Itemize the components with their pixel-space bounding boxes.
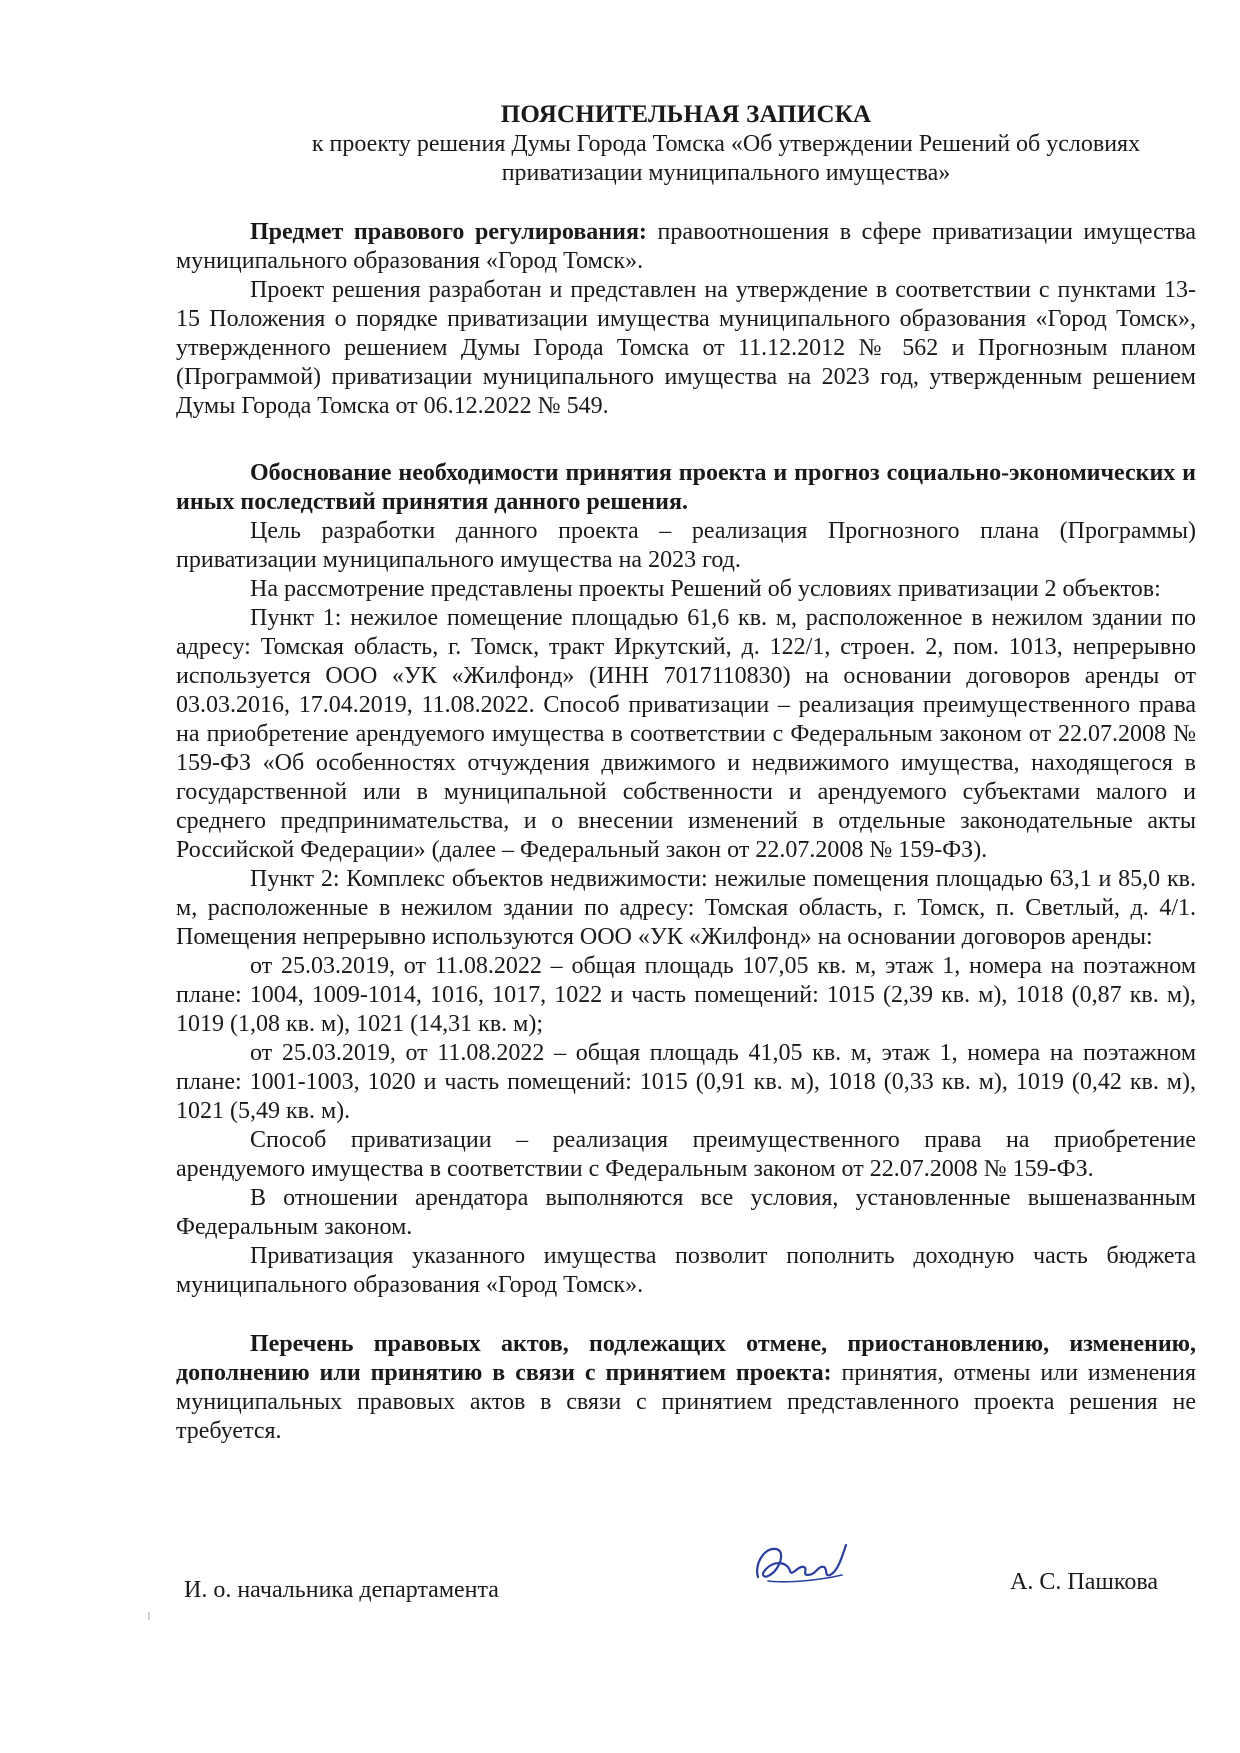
- lease2-paragraph: от 25.03.2019, от 11.08.2022 – общая площадь 41,05 кв. м, этаж 1, номера на поэтажном плане: 1001-1003, 1020 и часть помещений: 1015 (0,91 кв. м), 1018 (0,33 кв. м), 1019 (0,42 кв. м), 1021 (5,49 кв. м).: [176, 1040, 1196, 1124]
- budget-paragraph: Приватизация указанного имущества позволит пополнить доходную часть бюджета муниципального образования «Город Томск».: [176, 1243, 1196, 1298]
- document-title: ПОЯСНИТЕЛЬНАЯ ЗАПИСКА: [500, 101, 872, 128]
- document-subtitle-line1: к проекту решения Думы Города Томска «Об утверждении Решений об условиях: [311, 131, 1141, 157]
- project-basis-paragraph: Проект решения разработан и представлен на утверждение в соответствии с пунктами 13-15 Положения о порядке приватизации имущества муниципального образования «Город Томск», утвержденного решением Думы Города Томска от 11.12.2012 № 562 и Прогнозным планом (Программой) приватизации муниципального имущества на 2023 год, утвержденным решением Думы Города Томска от 06.12.2022 № 549.: [176, 277, 1196, 419]
- method-paragraph: Способ приватизации – реализация преимущественного права на приобретение арендуемого имущества в соответствии с Федеральным законом от 22.07.2008 № 159-ФЗ.: [176, 1127, 1196, 1182]
- regulation-subject-text: правоотношения в сфере приватизации имущества муниципального образования «Город Томск».: [176, 219, 1196, 274]
- lease1-paragraph: от 25.03.2019, от 11.08.2022 – общая площадь 107,05 кв. м, этаж 1, номера на поэтажном плане: 1004, 1009-1014, 1016, 1017, 1022 и часть помещений: 1015 (2,39 кв. м), 1018 (0,87 кв. м), 1019 (1,08 кв. м), 1021 (14,31 кв. м);: [176, 953, 1196, 1037]
- document-body: [176, 100, 1196, 1446]
- document-subtitle-line2: приватизации муниципального имущества»: [501, 160, 951, 186]
- justification-heading: Обоснование необходимости принятия проекта и прогноз социально-экономических и иных последствий принятия данного решения.: [176, 460, 1196, 515]
- signatory-name: А. С. Пашкова: [1010, 1569, 1158, 1595]
- legal-acts-lead: Перечень правовых актов, подлежащих отмене, приостановлению, изменению, дополнению или принятию в связи с принятием проекта:: [176, 1331, 1196, 1386]
- item2-paragraph: Пункт 2: Комплекс объектов недвижимости: нежилые помещения площадью 63,1 и 85,0 кв. м, расположенные в нежилом здании по адресу: Томская область, г. Томск, п. Светлый, д. 4/1. Помещения непрерывно используются ООО «УК «Жилфонд» на основании договоров аренды:: [176, 866, 1196, 950]
- item1-paragraph: Пункт 1: нежилое помещение площадью 61,6 кв. м, расположенное в нежилом здании по адресу: Томская область, г. Томск, тракт Иркутский, д. 122/1, строен. 2, пом. 1013, непрерывно используется ООО «УК «Жилфонд» (ИНН 7017110830) на основании договоров аренды от 03.03.2016, 17.04.2019, 11.08.2022. Способ приватизации – реализация преимущественного права на приобретение арендуемого имущества в соответствии с Федеральным законом от 22.07.2008 № 159-ФЗ «Об особенностях отчуждения движимого и недвижимого имущества, находящегося в государственной или в муниципальной собственности и арендуемого субъектами малого и среднего предпринимательства, и о внесении изменений в отдельные законодательные акты Российской Федерации» (далее – Федеральный закон от 22.07.2008 № 159-ФЗ).: [176, 605, 1196, 863]
- legal-acts-paragraph: [176, 1330, 1196, 1446]
- regulation-subject-paragraph: [176, 218, 1196, 276]
- regulation-subject-lead: Предмет правового регулирования:: [250, 219, 647, 245]
- conditions-paragraph: В отношении арендатора выполняются все условия, установленные вышеназванным Федеральным законом.: [176, 1185, 1196, 1240]
- signatory-position: И. о. начальника департамента: [184, 1577, 499, 1603]
- signature-block: [176, 1555, 1196, 1615]
- legal-acts-text: принятия, отмены или изменения муниципальных правовых актов в связи с принятием представленного проекта решения не требуется.: [176, 1360, 1196, 1444]
- scan-edge-mark: [148, 1612, 150, 1620]
- handwritten-signature: [746, 1535, 856, 1595]
- goal-paragraph: Цель разработки данного проекта – реализация Прогнозного плана (Программы) приватизации муниципального имущества на 2023 год.: [176, 518, 1196, 573]
- presented-paragraph: На рассмотрение представлены проекты Решений об условиях приватизации 2 объектов:: [250, 576, 1161, 602]
